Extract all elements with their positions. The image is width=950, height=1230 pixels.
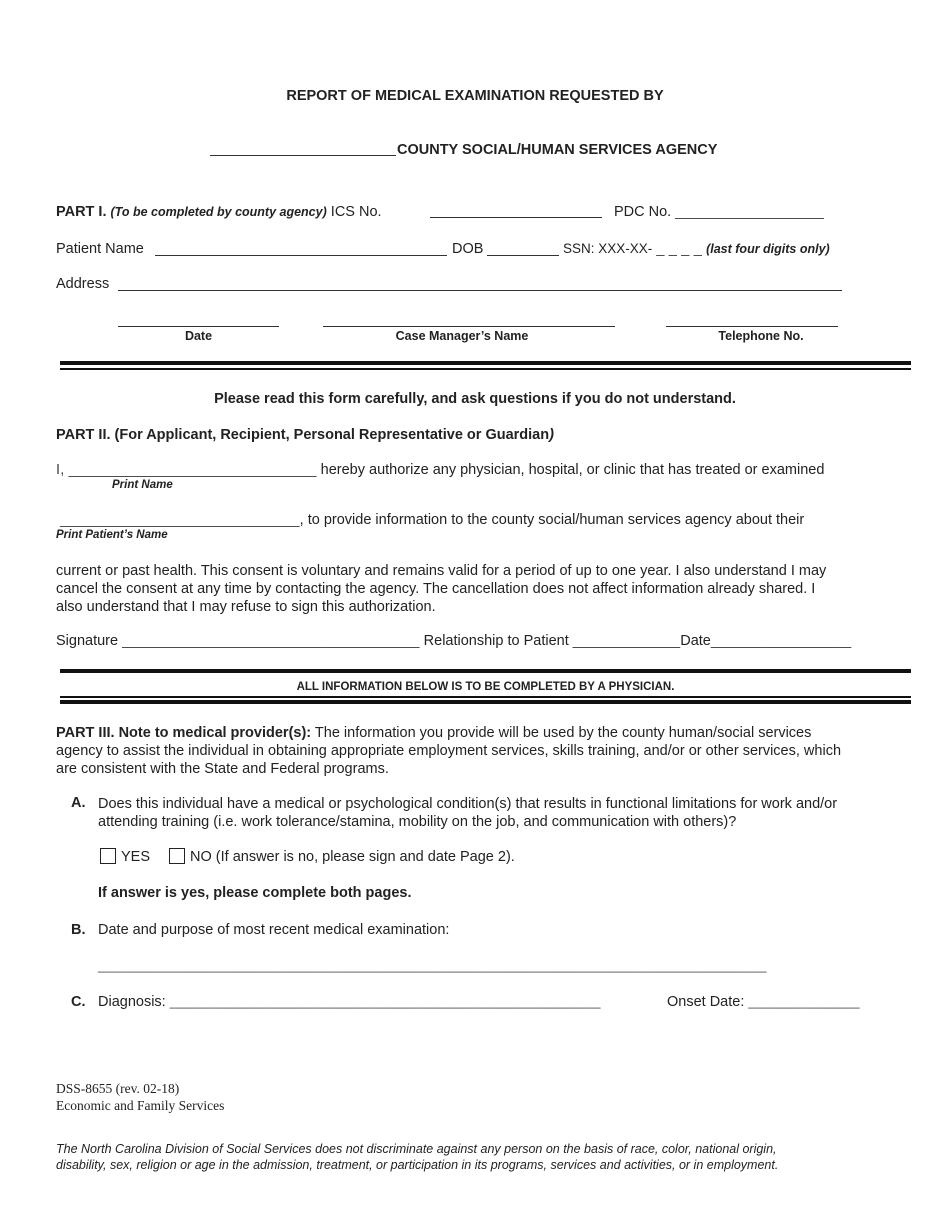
part3-intro-line: are consistent with the State and Federal programs. [56,761,389,777]
onset-date-field[interactable]: _______________ [748,994,860,1009]
telephone-field[interactable] [666,326,838,327]
date-field[interactable] [118,326,279,327]
address-field[interactable] [118,290,842,291]
relationship-field[interactable]: _____________ [572,633,681,649]
part3-intro-text: The information you provide will be used by the county human/social services [311,725,812,741]
signature-row [56,633,851,649]
read-carefully-notice: Please read this form carefully, and ask questions if you do not understand. [214,391,736,407]
part3-intro [56,724,841,778]
patient-name-label: Patient Name [56,241,144,257]
part2-heading [56,427,554,443]
physician-banner-mid [60,696,911,698]
physician-banner-top [60,669,911,673]
pdc-label: PDC No. [614,204,672,220]
signature-date-label: Date [680,633,711,649]
dob-field[interactable] [487,255,559,256]
diagnosis-row [98,994,601,1010]
section-divider [60,361,911,365]
form-title: REPORT OF MEDICAL EXAMINATION REQUESTED BY [286,88,664,104]
pdc-number-field[interactable]: __________________ [675,204,825,220]
date-caption: Date [184,329,213,343]
question-b-text: Date and purpose of most recent medical examination: [98,922,450,938]
yes-instruction: If answer is yes, please complete both pages. [98,885,412,901]
physician-banner-bottom [60,700,911,704]
consent-line: cancel the consent at any time by contacting the agency. The cancellation does not affect information already shared. I [56,581,816,597]
no-label: NO (If answer is no, please sign and date Page 2). [190,849,515,865]
case-manager-field[interactable] [323,326,615,327]
authorize-line [56,462,824,478]
part2-heading-close: ) [549,427,554,443]
county-agency-label: COUNTY SOCIAL/HUMAN SERVICES AGENCY [397,142,718,158]
ssn-row [563,241,830,257]
question-a-line: Does this individual have a medical or psychological condition(s) that results in functional limitations for work and/or [98,796,838,812]
question-a-letter: A. [71,795,86,811]
signature-date-field[interactable]: _________________ [710,633,852,649]
part1-note: (To be completed by county agency) [110,205,327,219]
ssn-last-four-field[interactable]: _ _ _ _ [656,241,703,257]
part2-heading-text: PART II. (For Applicant, Recipient, Personal Representative or Guardian [56,427,550,443]
division-name: Economic and Family Services [56,1098,225,1113]
nondiscrimination-line: disability, sex, religion or age in the admission, treatment, or participation in its programs, services and activities, or in employment. [56,1158,779,1172]
case-manager-caption: Case Manager’s Name [395,329,529,343]
consent-paragraph [56,562,826,616]
address-label: Address [56,276,110,292]
question-a-line: attending training (i.e. work tolerance/stamina, mobility on the job, and communication with others)? [98,814,737,830]
diagnosis-field[interactable]: __________________________________________________________ [169,994,601,1009]
nondiscrimination-line: The North Carolina Division of Social Services does not discriminate against any person on the basis of race, color, national origin, [56,1142,777,1156]
provide-info-text: , to provide information to the county social/human services agency about their [299,512,805,528]
signature-label: Signature [56,633,119,649]
signature-field[interactable]: ____________________________________ [122,633,420,649]
ics-label: ICS No. [330,204,382,220]
part1-row1 [56,204,382,220]
physician-banner: ALL INFORMATION BELOW IS TO BE COMPLETED BY A PHYSICIAN. [296,681,675,693]
county-name-field[interactable] [210,155,396,156]
consent-line: also understand that I may refuse to sign this authorization. [56,599,436,615]
question-a-text [98,795,837,831]
pdc-row [614,204,824,220]
yes-label: YES [121,849,151,865]
print-patient-name-field[interactable]: _____________________________ [60,512,300,528]
section-divider-thin [60,368,911,370]
question-c-letter: C. [71,994,86,1010]
provide-info-line [60,512,804,528]
form-number: DSS-8655 (rev. 02-18) [56,1081,180,1096]
telephone-caption: Telephone No. [718,329,804,343]
print-patient-name-caption: Print Patient’s Name [56,529,168,541]
exam-date-purpose-field[interactable]: __________________________________________________________________________________________ [98,958,767,973]
ssn-label: SSN: XXX-XX- [563,241,653,256]
consent-line: current or past health. This consent is voluntary and remains valid for a period of up to one year. I also understand I may [56,563,827,579]
no-checkbox[interactable] [169,848,185,864]
onset-row [667,994,860,1010]
part3-intro-line [56,724,841,742]
print-name-caption: Print Name [112,479,173,491]
ssn-note: (last four digits only) [706,242,830,256]
relationship-label: Relationship to Patient [423,633,569,649]
dob-label: DOB [452,241,484,257]
patient-name-field[interactable] [155,255,447,256]
diagnosis-label: Diagnosis: [98,994,166,1010]
nondiscrimination-statement [56,1141,778,1173]
question-b-letter: B. [71,922,86,938]
authorize-text: hereby authorize any physician, hospital, or clinic that has treated or examined [316,462,825,478]
part1-heading: PART I. [56,204,107,220]
part3-intro-line: agency to assist the individual in obtaining appropriate employment services, skills training, and/or or other services, which [56,743,842,759]
onset-date-label: Onset Date: [667,994,745,1010]
part3-heading: PART III. Note to medical provider(s): [56,725,312,741]
yes-checkbox[interactable] [100,848,116,864]
ics-number-field[interactable] [430,217,602,218]
print-name-field[interactable]: I, ______________________________ [56,462,317,478]
